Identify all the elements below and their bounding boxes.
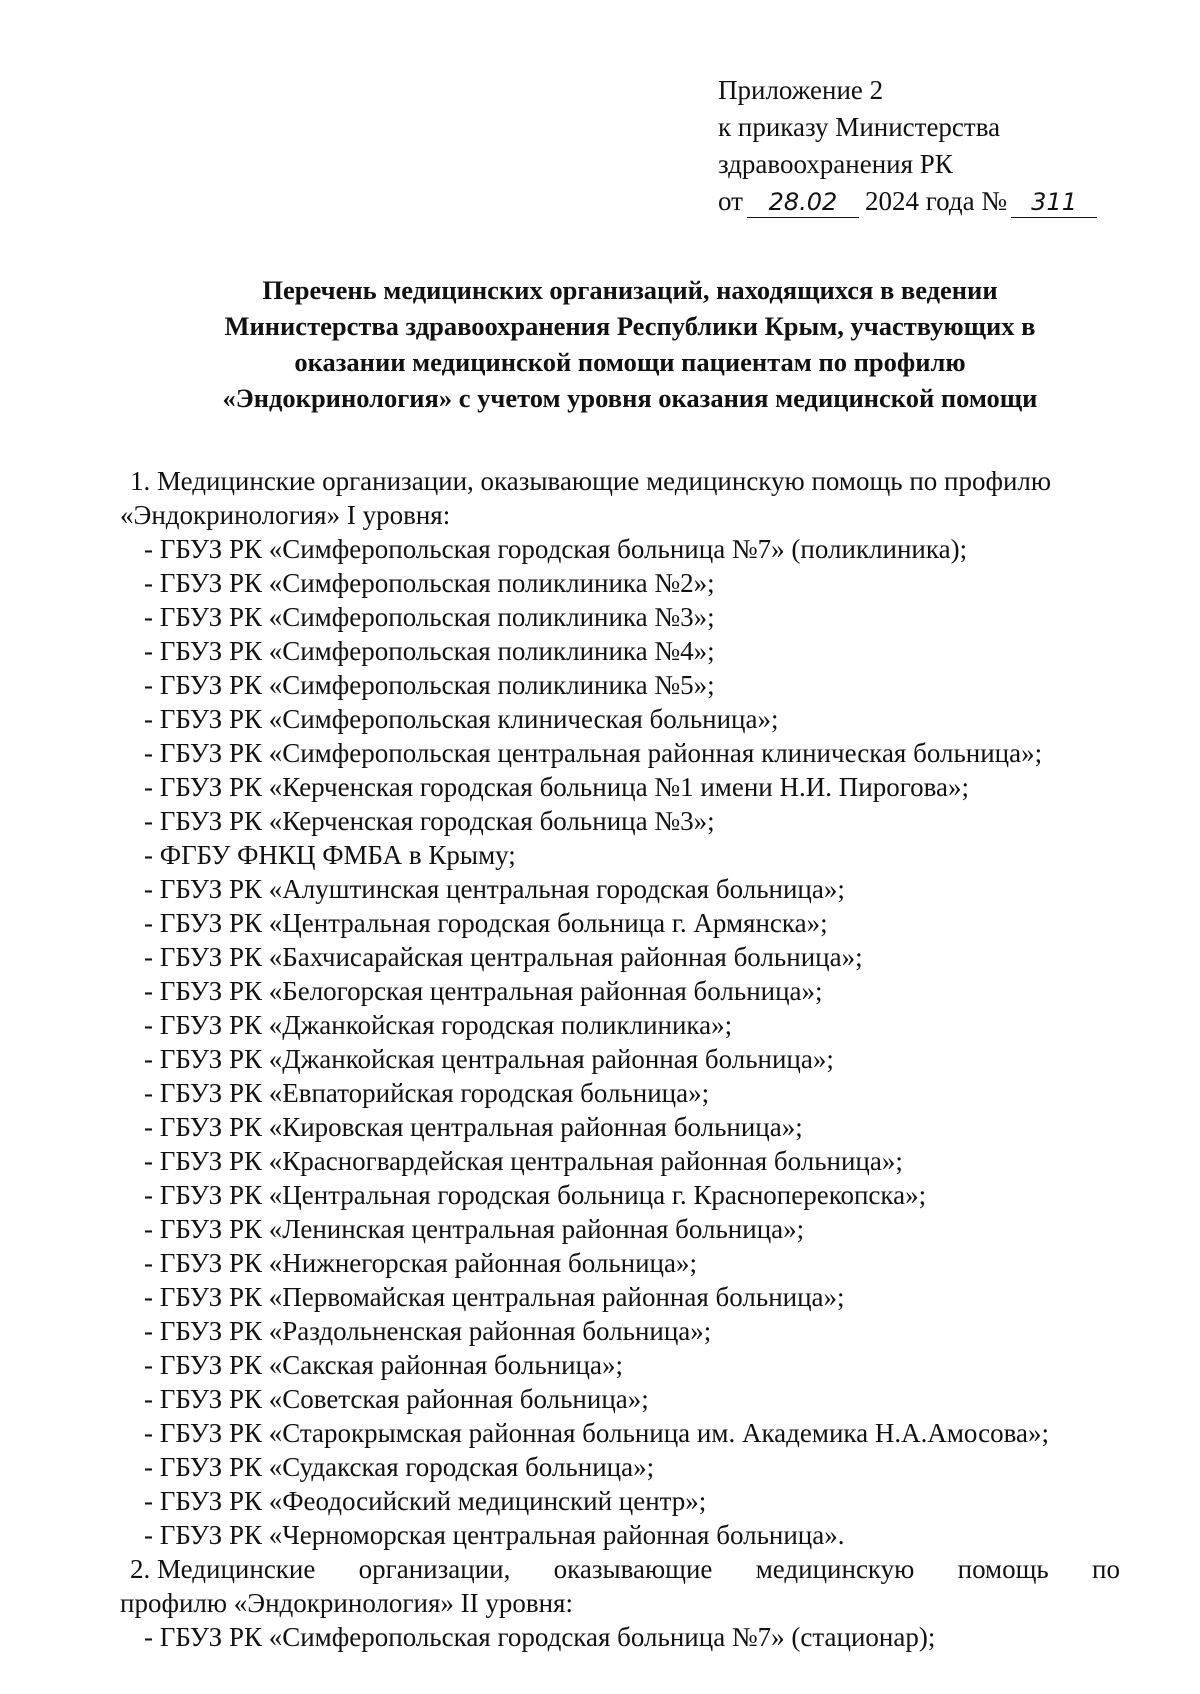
- list-item: - ГБУЗ РК «Джанкойская центральная районная больница»;: [144, 1044, 834, 1074]
- list-item: - ГБУЗ РК «Симферопольская городская больница №7» (стационар);: [144, 1622, 936, 1652]
- section-2-intro-word: медицинскую: [755, 1554, 915, 1584]
- list-item: - ГБУЗ РК «Раздольненская районная больница»;: [144, 1316, 712, 1346]
- list-item: - ГБУЗ РК «Евпаторийская городская больница»;: [144, 1078, 710, 1108]
- list-item: - ГБУЗ РК «Керченская городская больница №3»;: [144, 806, 715, 836]
- appendix-line-1: Приложение 2: [718, 75, 884, 105]
- list-item: - ГБУЗ РК «Симферопольская поликлиника №4»;: [144, 636, 715, 666]
- list-item: - ГБУЗ РК «Нижнегорская районная больница»;: [144, 1248, 697, 1278]
- handwritten-date: 28.02: [747, 187, 859, 218]
- appendix-header: [718, 72, 1097, 220]
- list-item: - ГБУЗ РК «Сакская районная больница»;: [144, 1350, 623, 1380]
- list-item: - ГБУЗ РК «Черноморская центральная районная больница».: [144, 1520, 845, 1550]
- list-item: - ГБУЗ РК «Советская районная больница»;: [144, 1384, 649, 1414]
- section-2-intro-word: организации,: [358, 1554, 511, 1584]
- section-1-intro-continued: «Эндокринология» I уровня:: [120, 500, 451, 530]
- list-item: - ГБУЗ РК «Судакская городская больница»;: [144, 1452, 655, 1482]
- appendix-line-2: к приказу Министерства: [718, 112, 1001, 142]
- list-item: - ГБУЗ РК «Симферопольская поликлиника №5»;: [144, 670, 715, 700]
- document-body: [120, 464, 1120, 1654]
- appendix-year-label: 2024 года №: [864, 186, 1008, 216]
- list-item: - ГБУЗ РК «Белогорская центральная районная больница»;: [144, 976, 823, 1006]
- list-item: - ГБУЗ РК «Джанкойская городская поликлиника»;: [144, 1010, 733, 1040]
- appendix-line-3: здравоохранения РК: [718, 149, 953, 179]
- list-item: - ГБУЗ РК «Алуштинская центральная городская больница»;: [144, 874, 845, 904]
- list-item: - ГБУЗ РК «Кировская центральная районная больница»;: [144, 1112, 803, 1142]
- list-item: - ГБУЗ РК «Старокрымская районная больница им. Академика Н.А.Амосова»;: [144, 1418, 1049, 1448]
- title-line: оказании медицинской помощи пациентам по профилю: [294, 347, 966, 377]
- document-title: [150, 272, 1110, 416]
- list-item: - ГБУЗ РК «Бахчисарайская центральная районная больница»;: [144, 942, 863, 972]
- section-2-intro-continued: профилю «Эндокринология» II уровня:: [120, 1588, 573, 1618]
- list-item: - ГБУЗ РК «Первомайская центральная районная больница»;: [144, 1282, 845, 1312]
- section-2-intro-word: по: [1092, 1554, 1120, 1584]
- list-item: - ГБУЗ РК «Феодосийский медицинский центр»;: [144, 1486, 707, 1516]
- appendix-order-line: [718, 183, 1097, 220]
- list-item: - ГБУЗ РК «Красногвардейская центральная районная больница»;: [144, 1146, 903, 1176]
- list-item: - ГБУЗ РК «Симферопольская поликлиника №3»;: [144, 602, 715, 632]
- list-item: - ГБУЗ РК «Ленинская центральная районная больница»;: [144, 1214, 805, 1244]
- list-item: - ГБУЗ РК «Керченская городская больница №1 имени Н.И. Пирогова»;: [144, 772, 969, 802]
- list-item: - ГБУЗ РК «Центральная городская больница г. Армянска»;: [144, 908, 828, 938]
- handwritten-order-number: 311: [1011, 187, 1097, 218]
- list-item: - ГБУЗ РК «Центральная городская больница г. Красноперекопска»;: [144, 1180, 927, 1210]
- section-2-intro-word: помощь: [957, 1554, 1049, 1584]
- list-item: - ГБУЗ РК «Симферопольская центральная районная клиническая больница»;: [144, 738, 1043, 768]
- section-1-intro: 1. Медицинские организации, оказывающие медицинскую помощь по профилю: [130, 466, 1052, 496]
- section-2-intro-word: 2. Медицинские: [130, 1554, 316, 1584]
- list-item: - ГБУЗ РК «Симферопольская поликлиника №2»;: [144, 568, 715, 598]
- section-2-intro-word: оказывающие: [553, 1554, 713, 1584]
- list-item: - ГБУЗ РК «Симферопольская городская больница №7» (поликлиника);: [144, 534, 968, 564]
- list-item: - ФГБУ ФНКЦ ФМБА в Крыму;: [144, 840, 516, 870]
- appendix-from-label: от: [718, 186, 743, 216]
- section-2-intro: [120, 1552, 1120, 1586]
- title-line: Министерства здравоохранения Республики Крым, участвующих в: [224, 311, 1036, 341]
- list-item: - ГБУЗ РК «Симферопольская клиническая больница»;: [144, 704, 779, 734]
- title-line: Перечень медицинских организаций, находящихся в ведении: [262, 275, 998, 305]
- title-line: «Эндокринология» с учетом уровня оказания медицинской помощи: [222, 383, 1038, 413]
